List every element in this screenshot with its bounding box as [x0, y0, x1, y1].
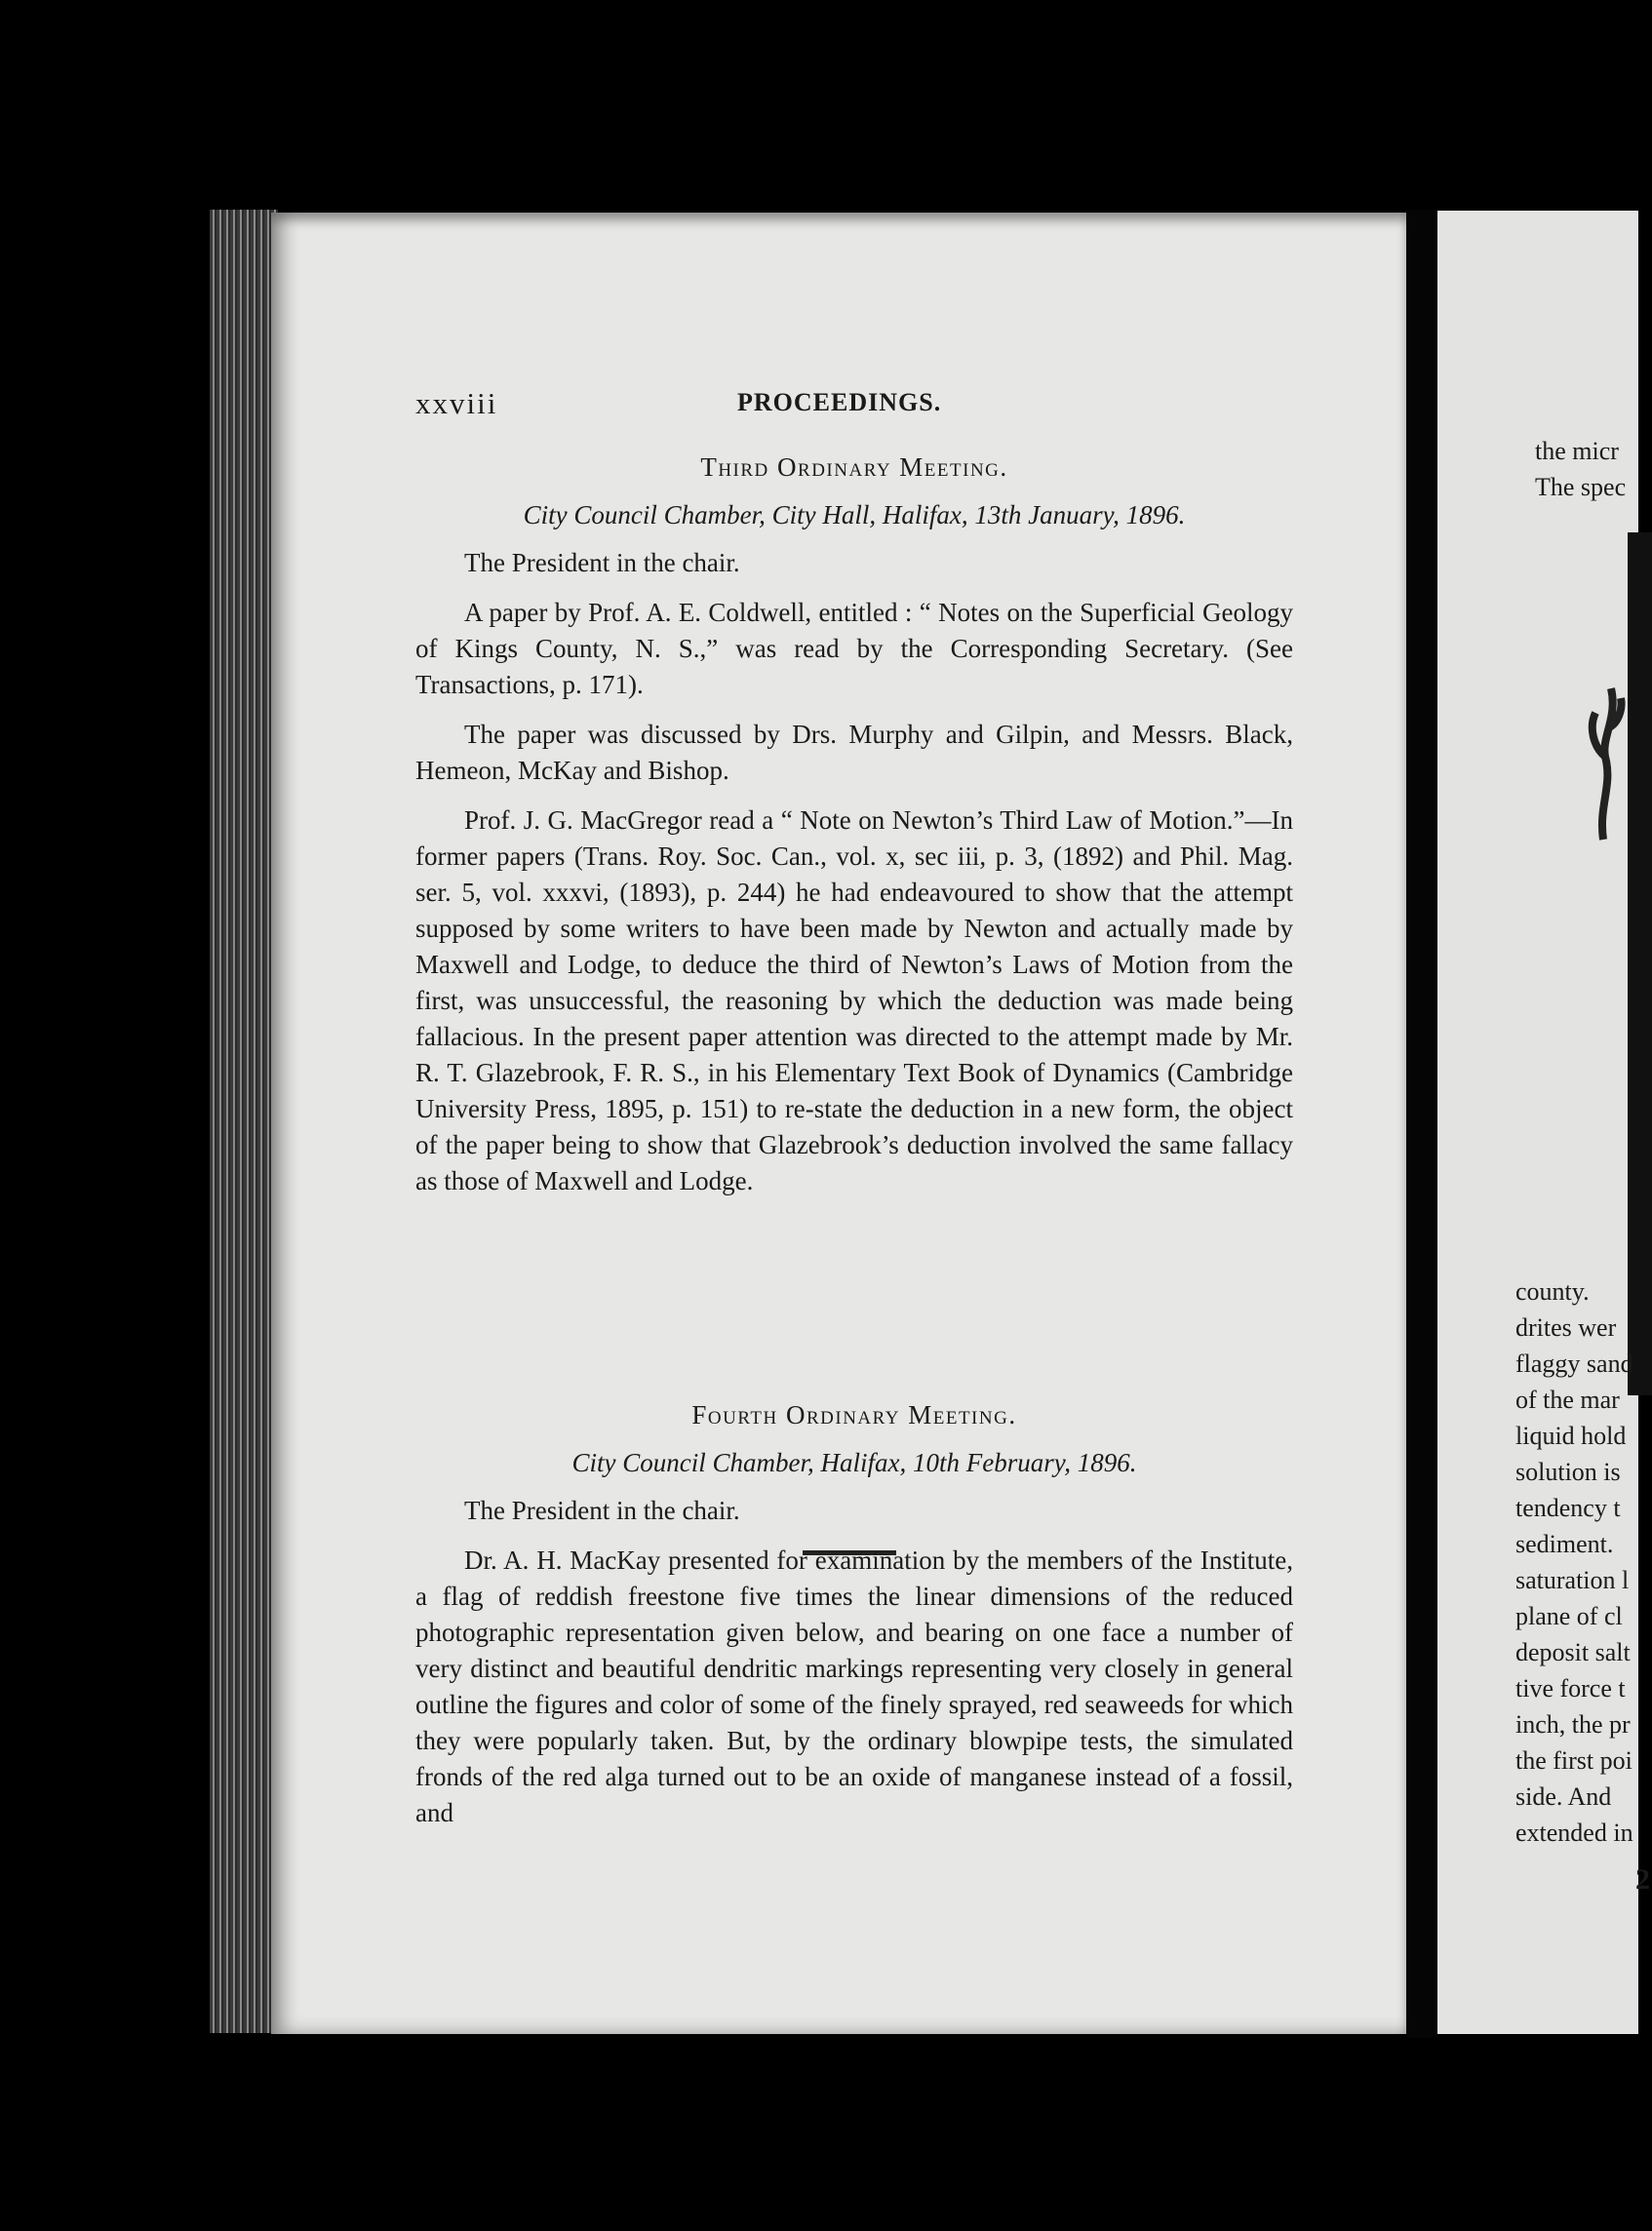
text-line: side. And	[1515, 1782, 1612, 1811]
book-gutter	[1406, 210, 1437, 2038]
text-line: sediment.	[1515, 1530, 1614, 1558]
text-line: solution is	[1515, 1458, 1621, 1486]
page-header	[415, 386, 1318, 425]
book-page-edges	[210, 210, 278, 2033]
right-page-text	[1515, 1273, 1633, 1851]
text-line: deposit salt	[1515, 1638, 1631, 1666]
third-meeting-section	[415, 450, 1293, 1213]
paragraph: Prof. J. G. MacGregor read a “ Note on Newton’s Third Law of Motion.”—In former papers (Trans. Roy. Soc. Can., vol. x, sec iii, p. 3, (1892) and Phil. Mag. ser. 5, vol. xxxvi, (1893), p. 244) he had endeavoured to show that the attempt supposed by some writers to have been made by Newton and actually made by Maxwell and Lodge, to deduce the third of Newton’s Laws of Motion from the first, was unsuccessful, the reasoning by which the deduction was made being fallacious. In the present paper attention was directed to the attempt made by Mr. R. T. Glazebrook, F. R. S., in his Elementary Text Book of Dynamics (Cambridge University Press, 1895, p. 151) to re-state the deduction in a new form, the object of the paper being to show that Glazebrook’s deduction involved the same fallacy as those of Maxwell and Lodge.	[415, 805, 1293, 1195]
text-line: tive force t	[1515, 1674, 1626, 1703]
left-page	[271, 213, 1406, 2034]
text-line: the first poi	[1515, 1746, 1632, 1775]
fourth-meeting-section	[415, 1397, 1293, 1845]
meeting-place: City Council Chamber, Halifax, 10th February, 1896.	[571, 1448, 1137, 1477]
page-number: 2	[1635, 1863, 1650, 1896]
paragraph: A paper by Prof. A. E. Coldwell, entitled : “ Notes on the Superficial Geology of Kings County, N. S.,” was read by the Corresponding Secretary. (See Transactions, p. 171).	[415, 598, 1293, 699]
text-line: tendency t	[1515, 1494, 1621, 1522]
text-line: of the mar	[1515, 1386, 1620, 1414]
seaweed-figure	[1574, 669, 1632, 844]
text-line: liquid hold	[1515, 1422, 1627, 1450]
paragraph: Dr. A. H. MacKay presented for examination by the members of the Institute, a flag of reddish freestone five times the linear dimensions of the reduced photographic representation given below, and bearing on one face a number of very distinct and beautiful dendritic markings representing very closely in general outline the figures and color of some of the finely sprayed, red seaweeds for which they were popularly taken. But, by the ordinary blowpipe tests, the simulated fronds of the red alga turned out to be an oxide of manganese instead of a fossil, and	[415, 1546, 1293, 1827]
meeting-place: City Council Chamber, City Hall, Halifax, 13th January, 1896.	[523, 500, 1186, 529]
running-head: PROCEEDINGS.	[737, 388, 942, 416]
meeting-heading: Fourth Ordinary Meeting.	[691, 1400, 1017, 1429]
paragraph: The President in the chair.	[464, 1496, 740, 1525]
paragraph: The paper was discussed by Drs. Murphy and Gilpin, and Messrs. Black, Hemeon, McKay and Bishop.	[415, 720, 1293, 785]
meeting-heading: Third Ordinary Meeting.	[700, 452, 1008, 482]
text-line: plane of cl	[1515, 1602, 1623, 1630]
figure-plate-edge	[1628, 532, 1652, 1395]
paragraph: The President in the chair.	[464, 548, 740, 577]
text-line: flaggy sand	[1515, 1350, 1633, 1378]
text-line: drites wer	[1515, 1313, 1617, 1342]
text-line: inch, the pr	[1515, 1710, 1631, 1739]
text-line: the micr	[1535, 437, 1619, 465]
text-line: county.	[1515, 1277, 1590, 1306]
right-page-top-text	[1535, 433, 1626, 505]
folio: xxviii	[415, 386, 498, 420]
right-page	[1437, 211, 1650, 2034]
text-line: saturation l	[1515, 1566, 1630, 1594]
text-line: The spec	[1535, 473, 1627, 501]
text-line: extended in	[1515, 1819, 1633, 1847]
